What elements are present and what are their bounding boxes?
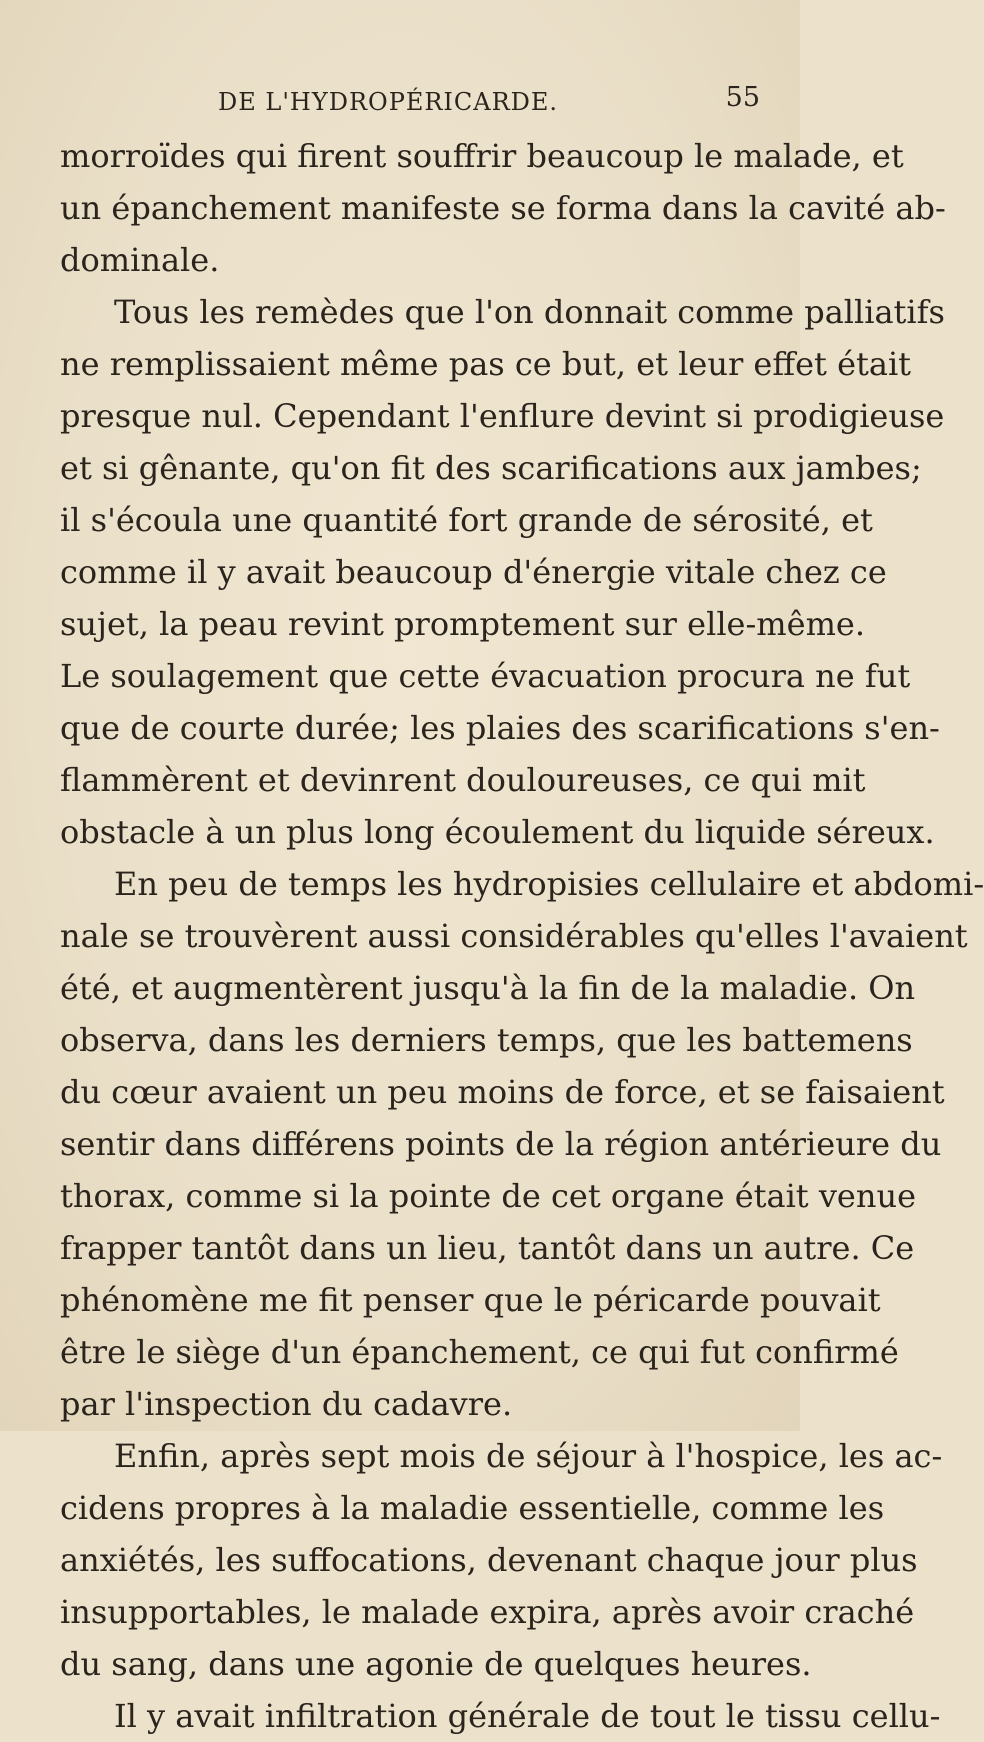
- text-line: observa, dans les derniers temps, que les battemens: [60, 1021, 913, 1059]
- text-line: et si gênante, qu'on fit des scarifications aux jambes;: [60, 449, 922, 487]
- text-line: obstacle à un plus long écoulement du liquide séreux.: [60, 813, 935, 851]
- text-line: flammèrent et devinrent douloureuses, ce qui mit: [60, 761, 866, 799]
- text-line: sentir dans différens points de la région antérieure du: [60, 1125, 942, 1163]
- text-line: dominale.: [60, 241, 220, 279]
- running-title: DE L'HYDROPÉRICARDE.: [218, 88, 559, 116]
- text-line: Il y avait infiltration générale de tout le tissu cellu-: [114, 1697, 941, 1735]
- text-line: Enfin, après sept mois de séjour à l'hospice, les ac-: [114, 1437, 943, 1475]
- text-line: Le soulagement que cette évacuation procura ne fut: [60, 657, 911, 695]
- page-number: 55: [725, 82, 760, 113]
- text-line: anxiétés, les suffocations, devenant chaque jour plus: [60, 1541, 918, 1579]
- text-line: ne remplissaient même pas ce but, et leur effet était: [60, 345, 912, 383]
- text-line: Tous les remèdes que l'on donnait comme palliatifs: [114, 293, 945, 331]
- text-line: nale se trouvèrent aussi considérables qu'elles l'avaient: [60, 917, 968, 955]
- body-text: [60, 130, 984, 1742]
- text-line: morroïdes qui firent souffrir beaucoup le malade, et: [60, 137, 904, 175]
- text-line: être le siège d'un épanchement, ce qui fut confirmé: [60, 1333, 899, 1371]
- text-line: phénomène me fit penser que le péricarde pouvait: [60, 1281, 881, 1319]
- text-line: insupportables, le malade expira, après avoir craché: [60, 1593, 915, 1631]
- text-line: été, et augmentèrent jusqu'à la fin de la maladie. On: [60, 969, 916, 1007]
- page-header: [200, 82, 760, 122]
- text-line: cidens propres à la maladie essentielle, comme les: [60, 1489, 885, 1527]
- text-line: comme il y avait beaucoup d'énergie vitale chez ce: [60, 553, 887, 591]
- text-line: thorax, comme si la pointe de cet organe était venue: [60, 1177, 916, 1215]
- text-line: sujet, la peau revint promptement sur elle-même.: [60, 605, 866, 643]
- text-line: du sang, dans une agonie de quelques heures.: [60, 1645, 812, 1683]
- text-line: par l'inspection du cadavre.: [60, 1385, 513, 1423]
- text-line: du cœur avaient un peu moins de force, et se faisaient: [60, 1073, 945, 1111]
- text-line: que de courte durée; les plaies des scarifications s'en-: [60, 709, 940, 747]
- text-line: frapper tantôt dans un lieu, tantôt dans un autre. Ce: [60, 1229, 915, 1267]
- text-line: il s'écoula une quantité fort grande de sérosité, et: [60, 501, 873, 539]
- text-line: presque nul. Cependant l'enflure devint si prodigieuse: [60, 397, 945, 435]
- text-line: un épanchement manifeste se forma dans la cavité ab-: [60, 189, 946, 227]
- text-line: En peu de temps les hydropisies cellulaire et abdomi-: [114, 865, 984, 903]
